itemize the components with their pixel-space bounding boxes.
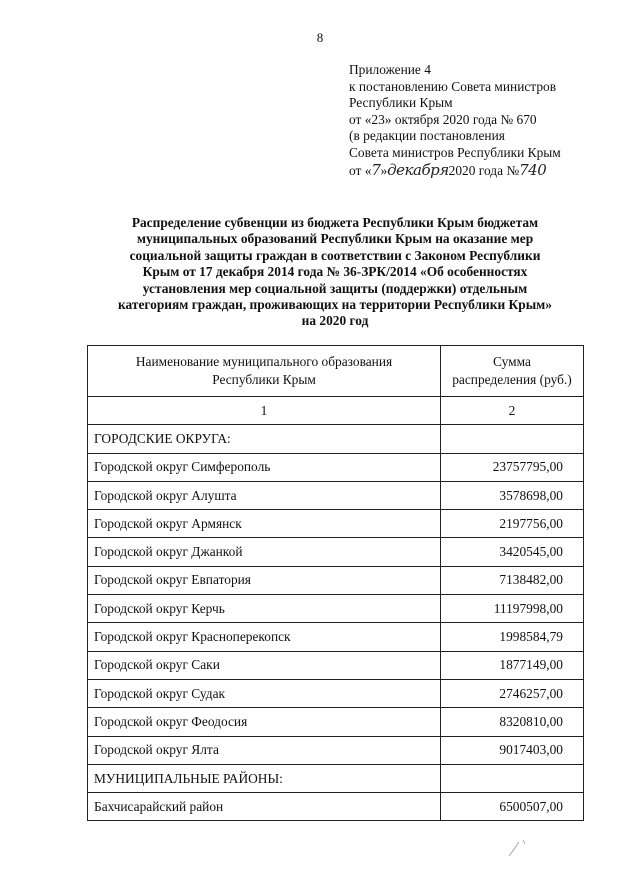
- annex-line: (в редакции постановления: [349, 128, 505, 144]
- row-sum: 23757795,00: [441, 453, 584, 481]
- table-row: [88, 708, 584, 736]
- row-sum: 8320810,00: [441, 708, 584, 736]
- annex-line: Совета министров Республики Крым: [349, 144, 561, 160]
- date-prefix: от «: [349, 162, 372, 178]
- title-line: муниципальных образований Республики Крым на оказание мер: [136, 231, 534, 247]
- row-sum: 7138482,00: [441, 566, 584, 594]
- table-row: [88, 566, 584, 594]
- annex-line: Республики Крым: [349, 95, 453, 111]
- header-sum-line: распределения (руб.): [452, 372, 572, 387]
- page-number: 8: [316, 30, 324, 45]
- table-row: [88, 764, 584, 792]
- header-sum-line: Сумма: [493, 354, 531, 369]
- header-name: [88, 346, 441, 397]
- row-sum: 3420545,00: [441, 538, 584, 566]
- annex-line-date: [349, 162, 619, 180]
- pen-mark: [505, 832, 535, 862]
- handwritten-number: 740: [519, 160, 547, 179]
- row-sum: 3578698,00: [441, 481, 584, 509]
- date-mid: »: [380, 162, 388, 178]
- distribution-table: [87, 345, 584, 821]
- row-name: Городской округ Саки: [88, 651, 441, 679]
- document-title: [85, 215, 585, 330]
- row-sum: 1998584,79: [441, 623, 584, 651]
- table-row: [88, 538, 584, 566]
- title-line: Распределение субвенции из бюджета Республики Крым бюджетам: [131, 215, 539, 230]
- row-name: Городской округ Красноперекопск: [88, 623, 441, 651]
- row-name: Городской округ Ялта: [88, 736, 441, 764]
- date-year: 2020 года №: [448, 162, 520, 178]
- title-line: категориям граждан, проживающих на территории Республики Крым»: [118, 297, 552, 313]
- column-number: 1: [88, 397, 441, 425]
- row-sum: 9017403,00: [441, 736, 584, 764]
- header-name-line: Наименование муниципального образования: [135, 354, 393, 369]
- table-row: [88, 651, 584, 679]
- table-row: [88, 793, 584, 821]
- row-name: Городской округ Симферополь: [88, 453, 441, 481]
- annex-line: от «23» октября 2020 года № 670: [349, 111, 537, 127]
- table-row: [88, 679, 584, 707]
- handwritten-day: 7: [371, 160, 381, 179]
- row-sum: [441, 425, 584, 453]
- table-row: [88, 595, 584, 623]
- table-row: [88, 481, 584, 509]
- row-name: Городской округ Судак: [88, 679, 441, 707]
- annex-line: к постановлению Совета министров: [349, 78, 557, 94]
- title-line: социальной защиты граждан в соответствии с Законом Республики: [129, 247, 541, 263]
- header-name-line: Республики Крым: [212, 372, 316, 387]
- title-line: на 2020 год: [301, 313, 369, 329]
- row-sum: 2746257,00: [441, 679, 584, 707]
- annex-block: [349, 62, 619, 179]
- table-row: [88, 623, 584, 651]
- header-sum: [441, 346, 584, 397]
- row-name: Городской округ Феодосия: [88, 708, 441, 736]
- row-sum: 11197998,00: [441, 595, 584, 623]
- row-sum: [441, 764, 584, 792]
- column-number-row: [88, 397, 584, 425]
- handwritten-month: декабря: [387, 160, 449, 179]
- table-row: [88, 510, 584, 538]
- row-name: МУНИЦИПАЛЬНЫЕ РАЙОНЫ:: [88, 764, 441, 792]
- row-name: Городской округ Армянск: [88, 510, 441, 538]
- table-row: [88, 453, 584, 481]
- row-name: Городской округ Евпатория: [88, 566, 441, 594]
- row-name: ГОРОДСКИЕ ОКРУГА:: [88, 425, 441, 453]
- title-line: установления мер социальной защиты (поддержки) отдельным: [142, 280, 528, 296]
- row-sum: 2197756,00: [441, 510, 584, 538]
- row-name: Городской округ Алушта: [88, 481, 441, 509]
- row-name: Городской округ Джанкой: [88, 538, 441, 566]
- row-sum: 1877149,00: [441, 651, 584, 679]
- annex-line: Приложение 4: [349, 62, 431, 77]
- row-name: Городской округ Керчь: [88, 595, 441, 623]
- table-row: [88, 425, 584, 453]
- table-row: [88, 736, 584, 764]
- column-number: 2: [441, 397, 584, 425]
- table-header-row: [88, 346, 584, 397]
- title-line: Крым от 17 декабря 2014 года № 36-ЗРК/2014 «Об особенностях: [142, 264, 528, 280]
- row-name: Бахчисарайский район: [88, 793, 441, 821]
- row-sum: 6500507,00: [441, 793, 584, 821]
